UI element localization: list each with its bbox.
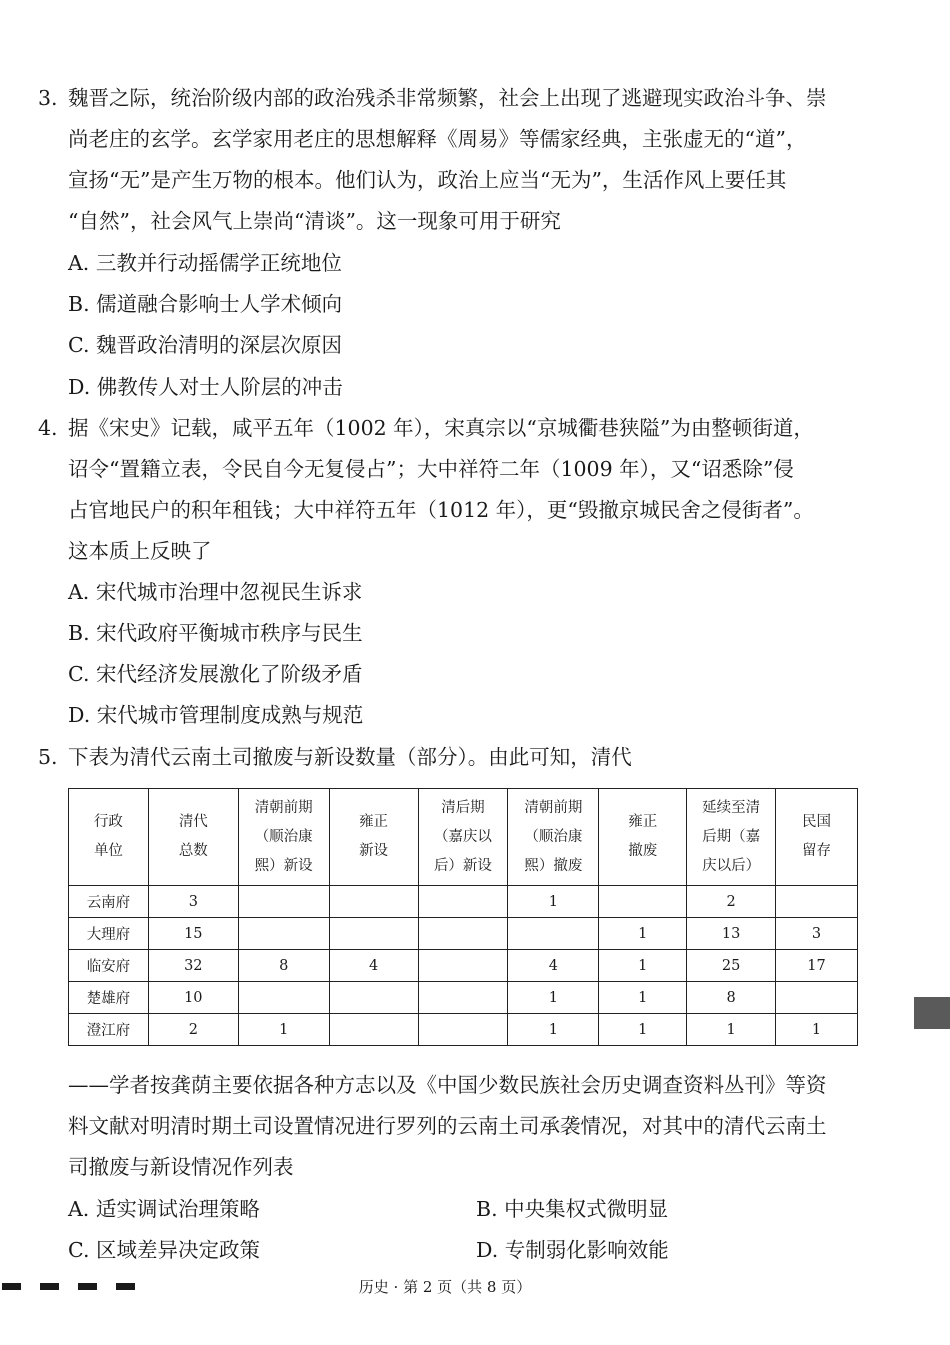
question-text-line: 据《宋史》记载，咸平五年（1002 年），宋真宗以“京城衢巷狭隘”为由整顿街道， <box>68 416 814 440</box>
table-cell <box>238 886 329 918</box>
table-cell: 17 <box>776 950 858 982</box>
question-text-line: 这本质上反映了 <box>68 539 212 563</box>
table-row <box>69 886 858 918</box>
table-cell <box>508 918 599 950</box>
source-note-line: 料文献对明清时期土司设置情况进行罗列的云南土司承袭情况，对其中的清代云南土 <box>68 1114 827 1138</box>
table-cell: 临安府 <box>69 950 149 982</box>
option-a: A. 宋代城市治理中忽视民生诉求 <box>68 580 363 604</box>
table-cell: 云南府 <box>69 886 149 918</box>
question-text-line: 魏晋之际，统治阶级内部的政治残杀非常频繁，社会上出现了逃避现实政治斗争、崇 <box>68 86 827 110</box>
table-cell: 8 <box>687 982 776 1014</box>
table-cell: 2 <box>148 1014 238 1046</box>
table-cell <box>776 886 858 918</box>
option-b: B. 中央集权式微明显 <box>476 1197 669 1221</box>
table-cell <box>238 982 329 1014</box>
option-c: C. 宋代经济发展激化了阶级矛盾 <box>68 662 363 686</box>
question-text-line: 占官地民户的积年租钱；大中祥符五年（1012 年），更“毁撤京城民舍之侵街者”。 <box>68 498 814 522</box>
table-cell: 1 <box>776 1014 858 1046</box>
option-d: D. 专制弱化影响效能 <box>476 1238 669 1262</box>
source-note-line: 司撤废与新设情况作列表 <box>68 1155 294 1179</box>
table-cell: 1 <box>508 982 599 1014</box>
table-cell: 3 <box>776 918 858 950</box>
table-cell <box>329 886 418 918</box>
option-a: A. 适实调试治理策略 <box>68 1197 260 1221</box>
table-cell <box>329 982 418 1014</box>
table-cell <box>599 886 687 918</box>
data-table <box>68 788 858 1046</box>
table-cell: 32 <box>148 950 238 982</box>
table-cell: 1 <box>508 886 599 918</box>
table-header-cell: 雍正 新设 <box>329 789 418 886</box>
table-cell: 大理府 <box>69 918 149 950</box>
table-cell: 楚雄府 <box>69 982 149 1014</box>
question-number: 4. <box>38 416 58 440</box>
table-row <box>69 918 858 950</box>
table-cell <box>776 982 858 1014</box>
table-cell: 2 <box>687 886 776 918</box>
question-text-line: 宣扬“无”是产生万物的根本。他们认为，政治上应当“无为”，生活作风上要任其 <box>68 168 787 192</box>
page-edge-tab <box>914 997 950 1029</box>
table-row <box>69 950 858 982</box>
table-cell <box>418 950 508 982</box>
table-cell <box>418 886 508 918</box>
option-c: C. 区域差异决定政策 <box>68 1238 260 1262</box>
table-cell <box>418 982 508 1014</box>
table-header-cell: 雍正 撤废 <box>599 789 687 886</box>
option-d: D. 佛教传人对士人阶层的冲击 <box>68 375 343 399</box>
table-header-cell: 民国 留存 <box>776 789 858 886</box>
question-text-line: 下表为清代云南土司撤废与新设数量（部分）。由此可知，清代 <box>68 745 632 769</box>
table-cell: 25 <box>687 950 776 982</box>
table-header-row <box>69 789 858 886</box>
question-number: 3. <box>38 86 58 110</box>
table-cell: 1 <box>599 918 687 950</box>
option-a: A. 三教并行动摇儒学正统地位 <box>68 251 342 275</box>
source-note-line: ——学者按龚荫主要依据各种方志以及《中国少数民族社会历史调查资料丛刊》等资 <box>68 1073 827 1097</box>
table-cell: 1 <box>599 1014 687 1046</box>
table-cell: 13 <box>687 918 776 950</box>
table-cell: 4 <box>329 950 418 982</box>
question-text-line: 诏令“置籍立表，令民自今无复侵占”；大中祥符二年（1009 年），又“诏悉除”侵 <box>68 457 794 481</box>
table-cell: 1 <box>238 1014 329 1046</box>
option-b: B. 儒道融合影响士人学术倾向 <box>68 292 343 316</box>
table-header-cell: 行政 单位 <box>69 789 149 886</box>
table-cell <box>329 918 418 950</box>
table-header-cell: 延续至清 后期（嘉 庆以后） <box>687 789 776 886</box>
option-d: D. 宋代城市管理制度成熟与规范 <box>68 703 364 727</box>
table-header-cell: 清朝前期 （顺治康 熙）新设 <box>238 789 329 886</box>
option-b: B. 宋代政府平衡城市秩序与民生 <box>68 621 363 645</box>
table-cell <box>418 1014 508 1046</box>
table-cell: 10 <box>148 982 238 1014</box>
table-row <box>69 1014 858 1046</box>
table-cell: 1 <box>508 1014 599 1046</box>
table-cell <box>238 918 329 950</box>
table-cell: 15 <box>148 918 238 950</box>
table-header-cell: 清朝前期 （顺治康 熙）撤废 <box>508 789 599 886</box>
table-cell: 4 <box>508 950 599 982</box>
table-cell: 3 <box>148 886 238 918</box>
table-row <box>69 982 858 1014</box>
table-cell: 1 <box>687 1014 776 1046</box>
table-header-cell: 清代 总数 <box>148 789 238 886</box>
table-cell <box>418 918 508 950</box>
question-text-line: 尚老庄的玄学。玄学家用老庄的思想解释《周易》等儒家经典，主张虚无的“道”， <box>68 127 807 151</box>
page-footer: 历史 · 第 2 页（共 8 页） <box>358 1278 532 1296</box>
table-cell: 8 <box>238 950 329 982</box>
option-c: C. 魏晋政治清明的深层次原因 <box>68 333 342 357</box>
question-text-line: “自然”，社会风气上崇尚“清谈”。这一现象可用于研究 <box>68 209 561 233</box>
table-cell: 澄江府 <box>69 1014 149 1046</box>
table-cell <box>329 1014 418 1046</box>
question-number: 5. <box>38 745 58 769</box>
table-header-cell: 清后期 （嘉庆以 后）新设 <box>418 789 508 886</box>
table-cell: 1 <box>599 950 687 982</box>
table-cell: 1 <box>599 982 687 1014</box>
